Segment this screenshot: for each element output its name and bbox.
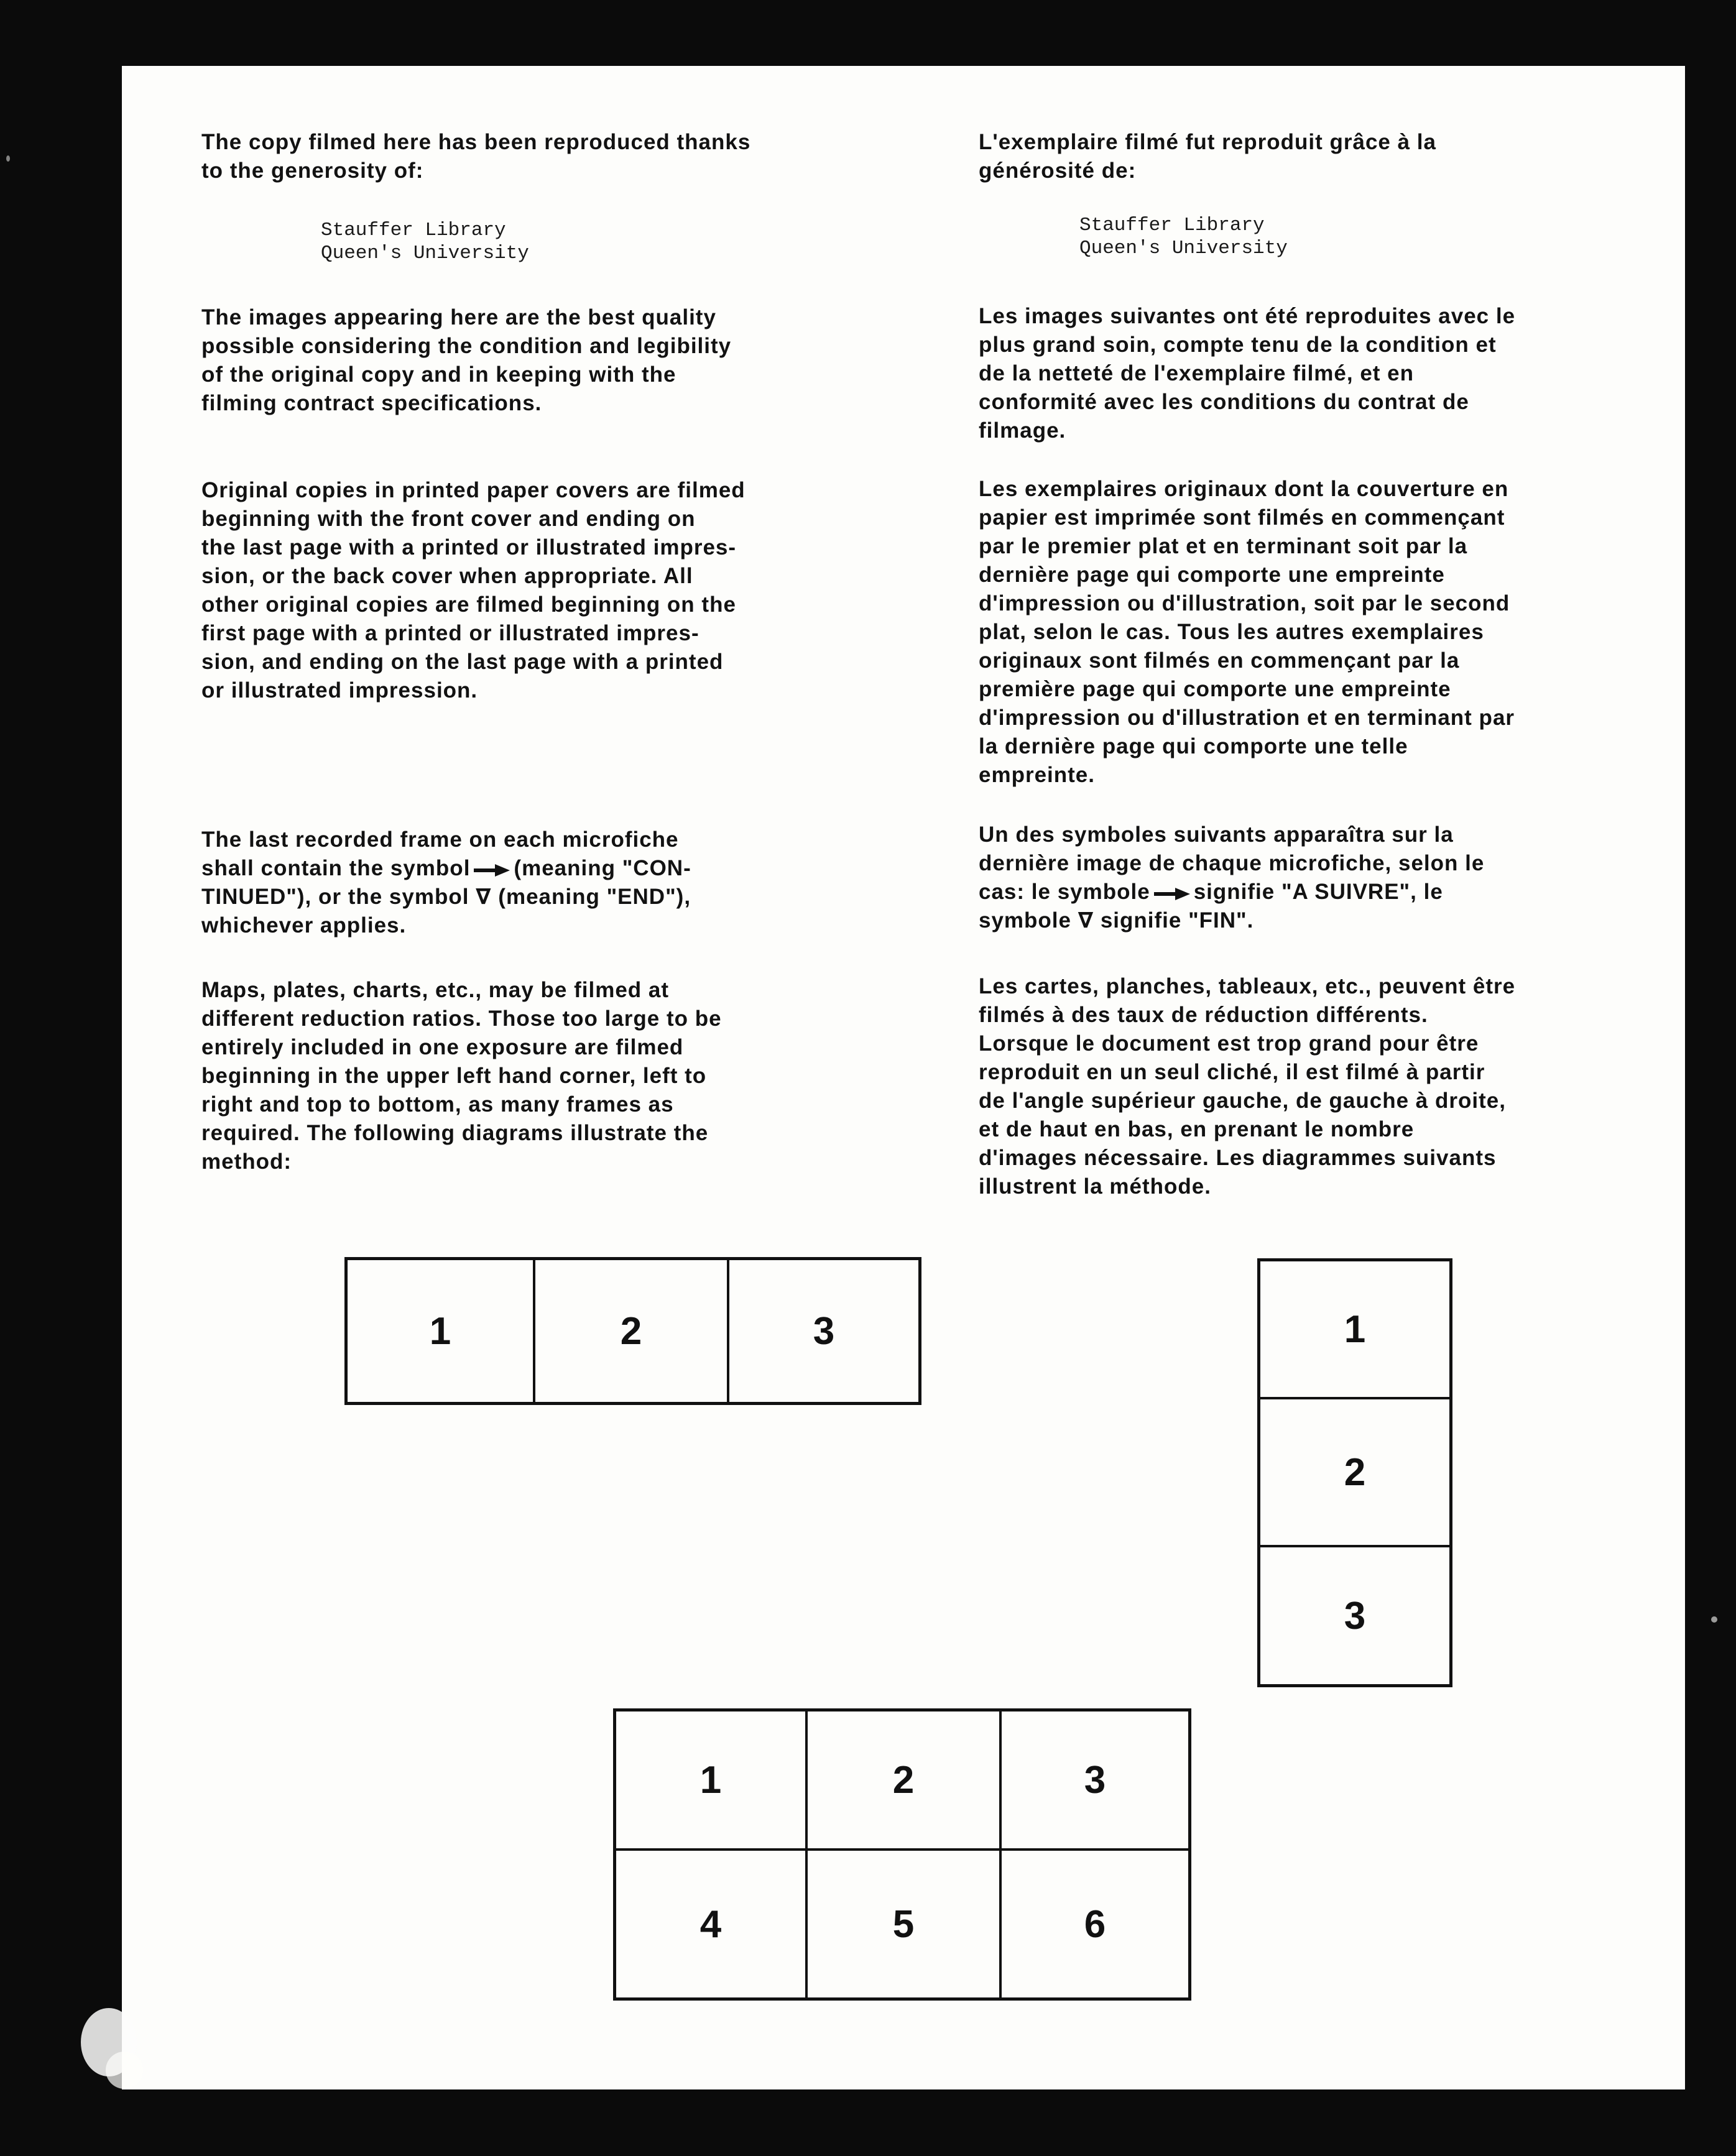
english-symbol-paragraph <box>201 826 960 940</box>
diagram-cell: 2 <box>535 1260 729 1402</box>
english-library-name: Stauffer Library <box>321 219 506 241</box>
french-university: Queen's University <box>1079 237 1288 259</box>
french-symbol-text-b: signifie "A SUIVRE", le symbole ∇ signifie "FIN". <box>979 880 1443 933</box>
french-symbol-text-a: Un des symboles suivants apparaîtra sur la dernière image de chaque microfiche, selon le cas: le symbole <box>979 822 1485 904</box>
diagram-cell: 2 <box>1260 1399 1449 1547</box>
english-symbol-text-b: (meaning "CON- TINUED"), or the symbol ∇ (meaning "END"), whichever applies. <box>201 856 691 937</box>
english-university: Queen's University <box>321 242 529 264</box>
french-maps-paragraph: Les cartes, planches, tableaux, etc., peuvent être filmés à des taux de réduction différents. Lorsque le document est trop grand pour être reproduit en un seul cliché, il est filmé à partir de l'angle supérieur gauche, de gauche à droite, et de haut en bas, en prenant le nombre d'images nécessaire. Les diagrammes suivants illustrent la méthode. <box>979 974 1516 1199</box>
english-symbol-text-a: The last recorded frame on each microfiche shall contain the symbol <box>201 827 679 880</box>
diagram-cell: 3 <box>813 1309 835 1353</box>
diagram-cell: 6 <box>1084 1902 1106 1946</box>
english-filming-order-paragraph: Original copies in printed paper covers are filmed beginning with the front cover and ending on the last page with a printed or illustrated impres- sion, or the back cover when appropriate. All other original copies are filmed beginning on the first page with a printed or illustrated impres- sion, and ending on the last page with a printed or illustrated impression. <box>201 478 746 703</box>
scan-dust <box>1711 1616 1717 1623</box>
diagram-grid-of-six <box>613 1708 1191 2001</box>
diagram-column-of-three <box>1257 1258 1452 1687</box>
english-maps-paragraph: Maps, plates, charts, etc., may be filmed at different reduction ratios. Those too large to be entirely included in one exposure are filmed beginning in the upper left hand corner, left to right and top to bottom, as many frames as required. The following diagrams illustrate the method: <box>201 978 722 1174</box>
diagram-row-of-three <box>344 1257 921 1405</box>
scan-dust <box>106 2052 143 2089</box>
french-filming-order-paragraph: Les exemplaires originaux dont la couverture en papier est imprimée sont filmés en commençant par le premier plat et en terminant soit par la dernière page qui comporte une empreinte d'impression ou d'illustration, soit par le second plat, selon le cas. Tous les autres exemplaires originaux sont filmés en commençant par la première page qui comporte une empreinte d'impression ou d'illustration et en terminant par la dernière page qui comporte une telle empreinte. <box>979 477 1515 787</box>
diagram-cell: 1 <box>1260 1261 1449 1399</box>
diagram-cell: 3 <box>1002 1711 1188 1851</box>
diagram-cell: 3 <box>1344 1594 1366 1638</box>
continued-arrow-icon <box>1154 888 1190 900</box>
diagram-cell: 5 <box>808 1851 1002 1997</box>
continued-arrow-icon <box>474 864 510 877</box>
diagram-cell: 2 <box>808 1711 1002 1851</box>
french-intro: L'exemplaire filmé fut reproduit grâce à la générosité de: <box>979 130 1436 183</box>
french-symbol-paragraph <box>979 821 1731 935</box>
english-quality-paragraph: The images appearing here are the best quality possible considering the condition and legibility of the original copy and in keeping with the filming contract specifications. <box>201 305 732 415</box>
diagram-cell: 1 <box>348 1260 535 1402</box>
diagram-cell: 1 <box>616 1711 808 1851</box>
french-quality-paragraph: Les images suivantes ont été reproduites avec le plus grand soin, compte tenu de la condition et de la netteté de l'exemplaire filmé, et en conformité avec les conditions du contrat de filmage. <box>979 304 1516 443</box>
document-page <box>122 66 1685 2089</box>
diagram-cell: 4 <box>616 1851 808 1997</box>
french-library-name: Stauffer Library <box>1079 214 1265 236</box>
english-intro: The copy filmed here has been reproduced thanks to the generosity of: <box>201 130 751 183</box>
scan-dust <box>6 155 10 162</box>
